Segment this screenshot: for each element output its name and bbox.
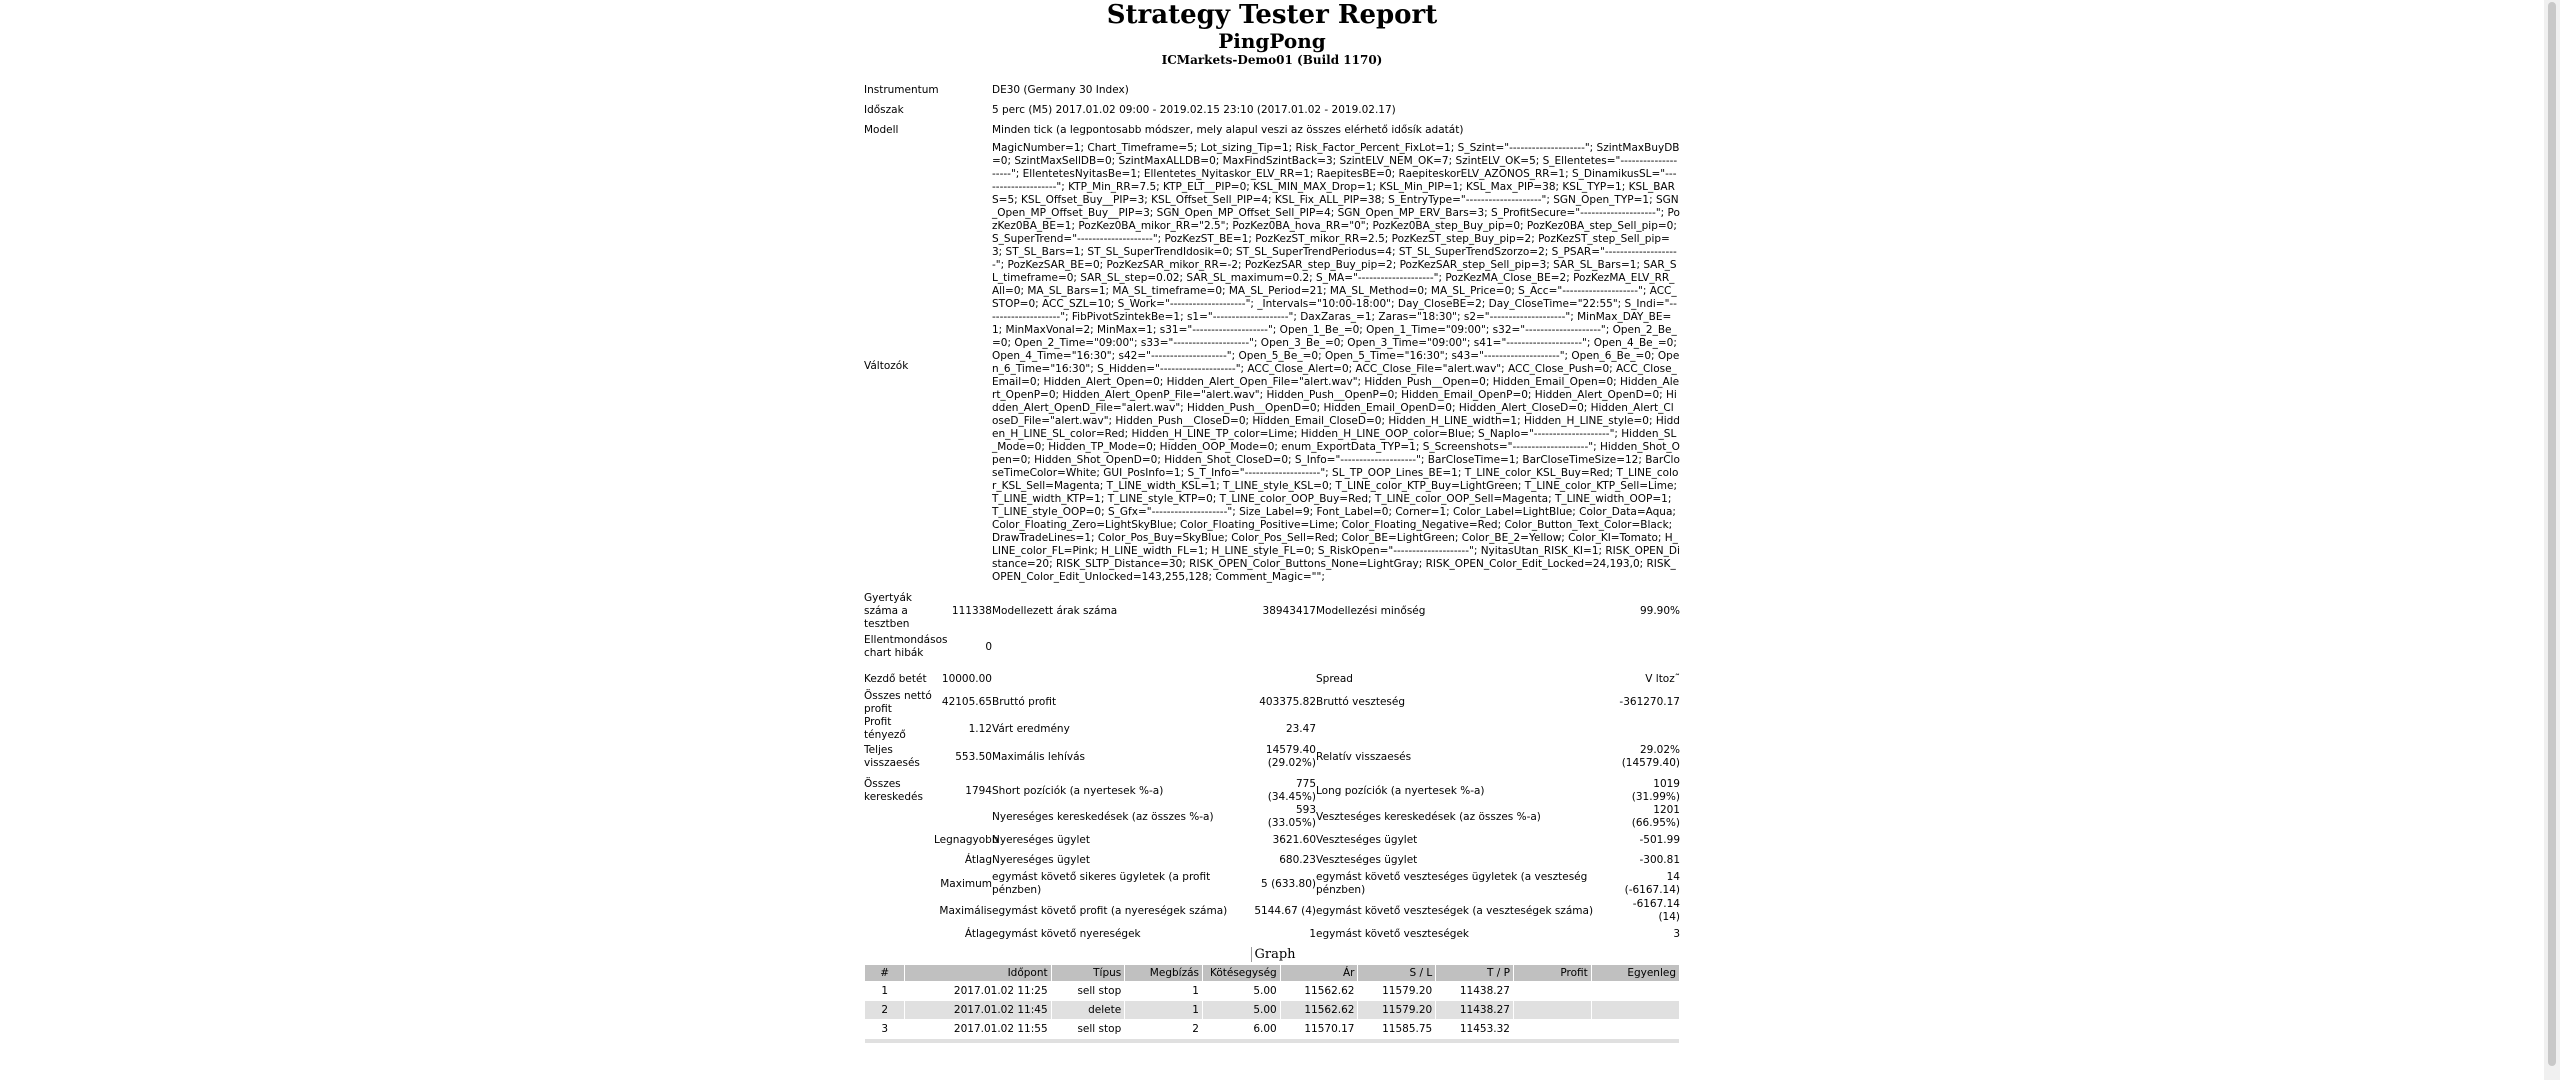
- avg-consec-wins-label: egymást követő nyereségek: [992, 927, 1141, 940]
- profit-factor-value: 1.12: [968, 722, 992, 735]
- ticks-label: Modellezett árak száma: [992, 605, 1118, 617]
- largest-loss-label: Veszteséges ügylet: [1316, 833, 1418, 846]
- absolute-drawdown-value: 553.50: [955, 750, 992, 763]
- instrument-value: DE30 (Germany 30 Index): [992, 83, 1129, 96]
- ticks-value: 38943417: [1262, 605, 1316, 617]
- profit-trades-value: 593 (33.05%): [1267, 804, 1316, 829]
- maximal-label: Maximális: [939, 904, 992, 917]
- col-header-tp: T / P: [1436, 965, 1513, 981]
- avg-consec-losses-label: egymást követő veszteségek: [1316, 927, 1469, 940]
- cell-profit: [1514, 1020, 1591, 1038]
- cell-profit: [1514, 1001, 1591, 1019]
- model-value: Minden tick (a legpontosabb módszer, mely alapul veszi az összes elérhető idősík adatát): [992, 123, 1464, 136]
- table-row: [865, 982, 1679, 1000]
- avg-consec-losses-value: 3: [1673, 927, 1680, 940]
- parameters-label: Változók: [864, 359, 909, 372]
- graph-alt-text: Graph: [1251, 947, 1295, 962]
- col-header-profit: Profit: [1514, 965, 1591, 981]
- quality-value: 99.90%: [1639, 605, 1680, 617]
- maximal-consec-profit-value: 5144.67 (4): [1254, 904, 1316, 917]
- cell-tp: 11438.27: [1436, 1001, 1513, 1019]
- col-header-type: Típus: [1052, 965, 1125, 981]
- average-profit-value: 680.23: [1279, 853, 1316, 866]
- net-profit-label: Összes nettó profit: [864, 689, 932, 715]
- model-label: Modell: [864, 123, 899, 136]
- expert-advisor-name: PingPong: [1218, 29, 1326, 53]
- max-drawdown-value: 14579.40: [1265, 744, 1316, 756]
- largest-loss-value: -501.99: [1639, 833, 1680, 846]
- col-header-balance: Egyenleg: [1592, 965, 1679, 981]
- largest-label: Legnagyobb: [934, 833, 999, 846]
- relative-drawdown-amount: (14579.40): [1621, 757, 1680, 769]
- long-positions-label: Long pozíciók (a nyertesek %-a): [1316, 784, 1485, 797]
- quality-label: Modellezési minőség: [1316, 605, 1426, 617]
- long-positions-value: 1019 (31.99%): [1631, 778, 1680, 803]
- table-row-partial: [865, 1039, 1679, 1043]
- col-header-time: Időpont: [905, 965, 1050, 981]
- relative-drawdown-value: 29.02%: [1639, 744, 1680, 756]
- table-row: [865, 1020, 1679, 1038]
- deposit-value: 10000.00: [941, 672, 992, 685]
- broker-server: ICMarkets-Demo01 (Build 1170): [1161, 53, 1383, 67]
- cell-order: 1: [1125, 1001, 1202, 1019]
- cell-size: 6.00: [1253, 1023, 1277, 1035]
- mismatch-value: 0: [985, 640, 992, 653]
- avg-consec-wins-value: 1: [1309, 927, 1316, 940]
- test-info-table: [864, 80, 1680, 592]
- max-consec-wins-label: egymást követő sikeres ügyletek (a profit pénzben): [992, 871, 1211, 896]
- cell-type: sell stop: [1077, 985, 1122, 997]
- bars-value: 111338: [951, 605, 992, 617]
- average-loss-label: Veszteséges ügylet: [1316, 853, 1418, 866]
- profit-factor-label: Profit tényező: [864, 716, 906, 741]
- report-page: [864, 0, 1680, 1044]
- average-profit-label: Nyereséges ügylet: [992, 853, 1090, 866]
- parameters-value: MagicNumber=1; Chart_Timeframe=5; Lot_sizing_Tip=1; Risk_Factor_Percent_FixLot=1; S_Szint="--------------------"; SzintMaxBuyDB=0; SzintMaxSellDB=0; SzintMaxALLDB=0; MaxFindSzintBack=3; SzintELV_NEM_OK=7; SzintELV_OK=5; S_Ellentetes="--------------------"; EllentetesNyitasBe=1; Ellentetes_Nyitaskor_ELV_RR=1; RaepitesBE=0; RaepiteskorELV_AZONOS_RR=1; S_DinamikusSL="--------------------"; KTP_Min_RR=7.5; KTP_ELT__PIP=0; KSL_MIN_MAX_Drop=1; KSL_Min_PIP=1; KSL_Max_PIP=38; KSL_TYP=1; KSL_BARS=5; KSL_Offset_Buy__PIP=3; KSL_Offset_Sell_PIP=4; KSL_Fix_ALL_PIP=38; S_EntryType="--------------------"; SGN_Open_TYP=1; SGN_Open_MP_Offset_Buy__PIP=3; SGN_Open_MP_Offset_Sell_PIP=4; SGN_Open_MP_ERV_Bars=3; S_ProfitSecure="--------------------"; PozKez0BA_BE=1; PozKez0BA_mikor_RR="2.5"; PozKez0BA_hova_RR="0"; PozKez0BA_step_Buy_pip=0; PozKez0BA_step_Sell_pip=0; S_SuperTrend="--------------------"; PozKezST_BE=1; PozKezST_mikor_RR=2.5; PozKezST_step_Buy_pip=2; PozKezST_step_Sell_pip=3; ST_SL_Bars=1; ST_SL_SuperTrendIdosik=0; ST_SL_SuperTrendPeriodus=4; ST_SL_SuperTrendSzorzo=2; S_PSAR="--------------------"; PozKezSAR_BE=0; PozKezSAR_mikor_RR=-2; PozKezSAR_step_Buy_pip=2; PozKezSAR_step_Sell_pip=3; SAR_SL_Bars=1; SAR_SL_timeframe=0; SAR_SL_step=0.02; SAR_SL_maximum=0.2; S_MA="--------------------"; PozKezMA_Close_BE=2; PozKezMA_ELV_RR_All=0; MA_SL_Bars=1; MA_SL_timeframe=0; MA_SL_Period=21; MA_SL_Method=0; MA_SL_Price=0; S_Acc="--------------------"; ACC_STOP=0; ACC_SZL=10; S_Work="--------------------"; _Intervals="10:00-18:00"; Day_CloseBE=2; Day_CloseTime="22:55"; S_Indi="--------------------"; FibPivotSzintekBe=1; s1="--------------------"; DaxZaras_=1; Zaras="18:30"; s2="--------------------"; MinMax_DAY_BE=1; MinMaxVonal=2; MinMax=1; s31="--------------------"; Open_1_Be_=0; Open_1_Time="09:00"; s32="--------------------"; Open_2_Be_=0; Open_2_Time="09:00"; s33="--------------------"; Open_3_Be_=0; Open_3_Time="09:00"; s41="--------------------"; Open_4_Be_=0; Open_4_Time="16:30"; s42="--------------------"; Open_5_Be_=0; Open_5_Time="16:30"; s43="--------------------"; Open_6_Be_=0; Open_6_Time="16:30"; S_Hidden="--------------------"; ACC_Close_Alert=0; ACC_Close_File="alert.wav"; ACC_Close_Push=0; ACC_Close_Email=0; Hidden_Alert_Open=0; Hidden_Alert_Open_File="alert.wav"; Hidden_Push__Open=0; Hidden_Email_Open=0; Hidden_Alert_OpenP=0; Hidden_Alert_OpenP_File="alert.wav"; Hidden_Push__OpenP=0; Hidden_Email_OpenP=0; Hidden_Alert_OpenD=0; Hidden_Alert_OpenD_File="alert.wav"; Hidden_Push__OpenD=0; Hidden_Email_OpenD=0; Hidden_Alert_CloseD=0; Hidden_Alert_CloseD_File="alert.wav"; Hidden_Push__CloseD=0; Hidden_Email_CloseD=0; Hidden_H_LINE_width=1; Hidden_H_LINE_style=0; Hidden_H_LINE_SL_color=Red; Hidden_H_LINE_TP_color=Lime; Hidden_H_LINE_OOP_color=Blue; S_Naplo="--------------------"; Hidden_SL_Mode=0; Hidden_TP_Mode=0; Hidden_OOP_Mode=0; enum_ExportData_TYP=1; S_Screenshots="--------------------"; Hidden_Shot_Open=0; Hidden_Shot_OpenD=0; Hidden_Shot_CloseD=0; S_Info="--------------------"; BarCloseTime=1; BarCloseTimeSize=12; BarCloseTimeColor=White; GUI_PosInfo=1; S_T_Info="--------------------"; SL_TP_OOP_Lines_BE=1; T_LINE_color_KSL_Buy=Red; T_LINE_color_KSL_Sell=Magenta; T_LINE_width_KSL=1; T_LINE_style_KSL=0; T_LINE_color_KTP_Buy=LightGreen; T_LINE_color_KTP_Sell=Lime; T_LINE_width_KTP=1; T_LINE_style_KTP=0; T_LINE_color_OOP_Buy=Red; T_LINE_color_OOP_Sell=Magenta; T_LINE_width_OOP=1; T_LINE_style_OOP=0; S_Gfx="--------------------"; Size_Label=9; Font_Label=0; Corner=1; Color_Label=LightBlue; Color_Data=Aqua; Color_Floating_Zero=LightSkyBlue; Color_Floating_Positive=Lime; Color_Floating_Negative=Red; Color_Button_Text_Color=Black; DrawTradeLines=1; Color_Pos_Buy=SkyBlue; Color_Pos_Sell=Red; Color_BE=LightGreen; Color_BE_2=Yellow; Color_KI=Tomato; H_LINE_color_FL=Pink; H_LINE_width_FL=1; H_LINE_style_FL=0; S_RiskOpen="--------------------"; NyitasUtan_RISK_KI=1; RISK_OPEN_Distance=20; RISK_SLTP_Distance=30; RISK_OPEN_Color_Buttons_None=LightGray; RISK_OPEN_Color_Edit_Locked=24,193,0; RISK_OPEN_Color_Edit_Unlocked=143,255,128; Comment_Magic="";: [992, 142, 1680, 583]
- maximal-consec-loss-label: egymást követő veszteségek (a veszteségek száma): [1316, 904, 1594, 917]
- max-consec-losses-label: egymást követő veszteséges ügyletek (a veszteség pénzben): [1316, 871, 1588, 896]
- total-trades-label: Összes kereskedés: [864, 778, 923, 803]
- cell-index: 3: [881, 1023, 889, 1035]
- period-value: 5 perc (M5) 2017.01.02 09:00 - 2019.02.15 23:10 (2017.01.02 - 2019.02.17): [992, 103, 1396, 116]
- cell-sl: 11579.20: [1358, 1001, 1435, 1019]
- largest-profit-value: 3621.60: [1272, 833, 1316, 846]
- cell-balance: [1592, 1020, 1679, 1038]
- mismatch-label: Ellentmondásos chart hibák: [864, 634, 948, 659]
- cell-type: delete: [1052, 1001, 1125, 1019]
- spread-value: V ltoz˜: [1645, 672, 1680, 685]
- cell-price: 11562.62: [1304, 985, 1355, 997]
- cell-balance: [1592, 1001, 1679, 1019]
- cell-tp: 11438.27: [1459, 985, 1510, 997]
- cell-sl: 11585.75: [1382, 1023, 1433, 1035]
- max-consec-wins-value: 5 (633.80): [1261, 877, 1316, 890]
- cell-index: 2: [865, 1001, 904, 1019]
- gross-profit-label: Bruttó profit: [992, 696, 1057, 708]
- max-drawdown-percent: (29.02%): [1267, 757, 1316, 769]
- col-header-index: #: [865, 965, 904, 981]
- results-table: [864, 592, 1680, 944]
- cell-size: 5.00: [1253, 985, 1277, 997]
- cell-profit: [1514, 982, 1591, 1000]
- expected-payoff-label: Várt eredmény: [992, 722, 1070, 735]
- largest-profit-label: Nyereséges ügylet: [992, 833, 1090, 846]
- col-header-order: Megbízás: [1125, 965, 1202, 981]
- avg-consec-label: Átlag: [964, 927, 992, 940]
- cell-time: 2017.01.02 11:45: [905, 1001, 1050, 1019]
- total-trades-value: 1794: [965, 784, 992, 797]
- cell-order: 1: [1192, 985, 1199, 997]
- col-header-sl: S / L: [1358, 965, 1435, 981]
- gross-loss-label: Bruttó veszteség: [1316, 696, 1405, 708]
- spread-label: Spread: [1316, 672, 1353, 685]
- trades-table: [864, 964, 1680, 1044]
- gross-profit-value: 403375.82: [1259, 696, 1316, 708]
- instrument-label: Instrumentum: [864, 83, 939, 96]
- max-drawdown-label: Maximális lehívás: [992, 750, 1085, 763]
- cell-balance: [1592, 982, 1679, 1000]
- average-loss-value: -300.81: [1639, 853, 1680, 866]
- gross-loss-value: -361270.17: [1619, 696, 1680, 708]
- cell-type: sell stop: [1077, 1023, 1122, 1035]
- cell-tp: 11453.32: [1459, 1023, 1510, 1035]
- col-header-price: Ár: [1281, 965, 1358, 981]
- cell-time: 2017.01.02 11:25: [953, 985, 1048, 997]
- maximal-consec-loss-value: -6167.14 (14): [1632, 898, 1680, 923]
- maximal-consec-profit-label: egymást követő profit (a nyereségek száma): [992, 904, 1228, 917]
- cell-time: 2017.01.02 11:55: [953, 1023, 1048, 1035]
- scrollbar-thumb[interactable]: [2548, 2, 2556, 1066]
- graph-image-placeholder: [864, 947, 1680, 961]
- loss-trades-value: 1201 (66.95%): [1631, 804, 1680, 829]
- cell-sl: 11579.20: [1382, 985, 1433, 997]
- col-header-size: Kötésegység: [1203, 965, 1280, 981]
- relative-drawdown-label: Relatív visszaesés: [1316, 750, 1412, 763]
- bars-label: Gyertyák száma a tesztben: [864, 592, 912, 630]
- cell-order: 2: [1192, 1023, 1199, 1035]
- profit-trades-label: Nyereséges kereskedések (az összes %-a): [992, 810, 1214, 823]
- cell-price: 11570.17: [1304, 1023, 1355, 1035]
- loss-trades-label: Veszteséges kereskedések (az összes %-a): [1316, 810, 1541, 823]
- short-positions-value: 775 (34.45%): [1267, 778, 1316, 803]
- deposit-label: Kezdő betét: [864, 672, 927, 685]
- average-label: Átlag: [964, 853, 992, 866]
- max-consec-losses-value: 14 (-6167.14): [1624, 871, 1680, 896]
- net-profit-value: 42105.65: [941, 696, 992, 708]
- cell-size: 5.00: [1203, 1001, 1280, 1019]
- vertical-scrollbar[interactable]: [2544, 0, 2560, 1080]
- cell-price: 11562.62: [1281, 1001, 1358, 1019]
- period-label: Időszak: [864, 103, 904, 116]
- table-row: [865, 1001, 1679, 1019]
- trades-header-row: [865, 965, 1679, 981]
- absolute-drawdown-label: Teljes visszaesés: [864, 744, 920, 769]
- expected-payoff-value: 23.47: [1285, 722, 1316, 735]
- report-title: Strategy Tester Report: [1106, 0, 1438, 30]
- short-positions-label: Short pozíciók (a nyertesek %-a): [992, 784, 1164, 797]
- maximum-label: Maximum: [940, 877, 992, 890]
- cell-index: 1: [881, 985, 889, 997]
